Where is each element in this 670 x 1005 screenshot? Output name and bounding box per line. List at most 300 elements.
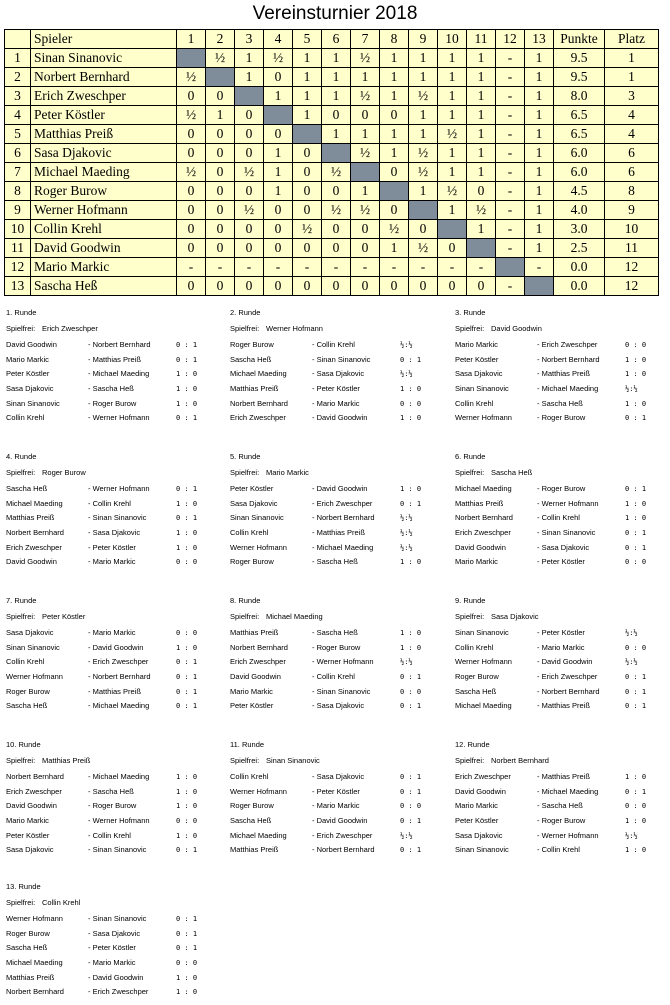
pairing-row xyxy=(6,482,221,497)
black-player: - Matthias Preiß xyxy=(88,686,141,696)
column-header: 4 xyxy=(264,30,293,49)
result-cell: 1 xyxy=(438,68,467,87)
column-header: 12 xyxy=(496,30,525,49)
black-player: - Sascha Heß xyxy=(312,628,358,637)
white-player: Erich Zweschper xyxy=(230,657,286,667)
game-result: 1 : 0 xyxy=(625,399,647,408)
black-player: - Mario Markic xyxy=(88,958,136,968)
black-player: - Michael Maeding xyxy=(312,542,374,552)
white-player: Sascha Heß xyxy=(6,701,48,711)
white-player: Michael Maeding xyxy=(6,498,63,508)
white-player: Matthias Preiß xyxy=(230,845,279,855)
white-player: Mario Markic xyxy=(455,557,498,567)
result-cell: 0 xyxy=(206,182,235,201)
white-player: Peter Köstler xyxy=(455,816,499,826)
result-cell: 1 xyxy=(467,144,496,163)
black-player: - Sascha Heß xyxy=(88,384,134,394)
pairing-row xyxy=(230,770,445,785)
player-name: Sinan Sinanovic xyxy=(31,49,177,68)
result-cell: - xyxy=(496,144,525,163)
result-cell: - xyxy=(496,239,525,258)
black-player: - Norbert Bernhard xyxy=(88,672,151,682)
player-number: 12 xyxy=(5,258,31,277)
result-cell: 1 xyxy=(467,125,496,144)
place-cell: 6 xyxy=(605,163,659,182)
table-row xyxy=(5,201,659,220)
column-header: 11 xyxy=(467,30,496,49)
round-block xyxy=(6,596,221,714)
black-player: - Sinan Sinanovic xyxy=(88,845,147,855)
result-cell: 0 xyxy=(322,239,351,258)
game-result: 0 : 0 xyxy=(176,959,198,968)
white-player: Michael Maeding xyxy=(455,484,512,493)
result-cell: 0 xyxy=(380,201,409,220)
round-title: 10. Runde xyxy=(6,740,41,749)
pairing-row xyxy=(230,626,445,641)
white-player: Matthias Preiß xyxy=(6,972,55,982)
black-player: - Michael Maeding xyxy=(88,701,150,711)
points-cell: 3.0 xyxy=(554,220,605,239)
result-cell: - xyxy=(438,258,467,277)
bye-label: Spielfrei: xyxy=(230,324,260,333)
column-header: Punkte xyxy=(554,30,605,49)
round-title: 6. Runde xyxy=(455,452,486,461)
pairing-row xyxy=(455,541,670,556)
black-player: - Norbert Bernhard xyxy=(312,513,375,523)
bye-label: Spielfrei: xyxy=(6,468,36,477)
round-block xyxy=(6,740,221,858)
result-cell: 1 xyxy=(264,87,293,106)
round-block xyxy=(455,596,670,714)
white-player: Michael Maeding xyxy=(230,830,287,840)
pairing-row xyxy=(6,526,221,541)
bye-player: Peter Köstler xyxy=(42,612,86,621)
pairing-row xyxy=(230,655,445,670)
bye-label: Spielfrei: xyxy=(6,324,36,333)
pairing-row xyxy=(230,511,445,526)
table-header-row xyxy=(5,30,659,49)
result-cell: 1 xyxy=(525,220,554,239)
pairing-row xyxy=(6,814,221,829)
black-player: - Roger Burow xyxy=(88,398,137,408)
place-cell: 3 xyxy=(605,87,659,106)
result-cell: - xyxy=(496,125,525,144)
game-result: 0 : 1 xyxy=(625,485,647,493)
white-player: Collin Krehl xyxy=(6,657,45,667)
bye-line xyxy=(455,612,670,626)
result-cell: ½ xyxy=(235,163,264,182)
result-cell: 1 xyxy=(438,87,467,106)
pairing-row xyxy=(6,670,221,685)
pairing-row xyxy=(6,367,221,382)
result-cell: 0 xyxy=(293,239,322,258)
white-player: Matthias Preiß xyxy=(230,384,279,394)
bye-label: Spielfrei: xyxy=(455,756,485,765)
result-cell: 0 xyxy=(235,144,264,163)
column-header: Platz xyxy=(605,30,659,49)
pairing-row xyxy=(6,799,221,814)
result-cell: 0 xyxy=(206,239,235,258)
bye-player: Erich Zweschper xyxy=(42,324,98,333)
pairing-row xyxy=(455,338,670,353)
black-player: - Collin Krehl xyxy=(537,845,580,855)
black-player: - Roger Burow xyxy=(88,801,137,811)
bye-line xyxy=(455,324,670,338)
bye-label: Spielfrei: xyxy=(455,612,485,621)
result-cell: 0 xyxy=(235,182,264,201)
pairing-row xyxy=(6,685,221,700)
points-cell: 9.5 xyxy=(554,68,605,87)
black-player: - Erich Zweschper xyxy=(88,657,149,667)
result-cell: 0 xyxy=(467,277,496,296)
pairing-row xyxy=(6,497,221,512)
result-cell: 0 xyxy=(351,106,380,125)
diagonal-cell xyxy=(525,277,554,296)
black-player: - Collin Krehl xyxy=(88,830,131,840)
bye-label: Spielfrei: xyxy=(230,756,260,765)
pairing-row xyxy=(230,497,445,512)
black-player: - Collin Krehl xyxy=(88,498,131,508)
game-result: 0 : 0 xyxy=(400,802,422,811)
game-result: 0 : 1 xyxy=(400,499,422,508)
white-player: Sasa Djakovic xyxy=(455,830,503,840)
game-result: 0 : 1 xyxy=(625,543,647,552)
points-cell: 0.0 xyxy=(554,277,605,296)
result-cell: - xyxy=(496,220,525,239)
game-result: 0 : 0 xyxy=(176,558,198,567)
result-cell: 0 xyxy=(206,87,235,106)
black-player: - Werner Hofmann xyxy=(312,657,374,667)
white-player: Sinan Sinanovic xyxy=(455,384,509,394)
player-name: David Goodwin xyxy=(31,239,177,258)
result-cell: 0 xyxy=(264,68,293,87)
game-result: 0 : 1 xyxy=(625,414,647,423)
game-result: ½:½ xyxy=(400,529,413,538)
result-cell: 0 xyxy=(206,277,235,296)
player-name: Mario Markic xyxy=(31,258,177,277)
player-number: 13 xyxy=(5,277,31,296)
result-cell: 0 xyxy=(177,144,206,163)
result-cell: 0 xyxy=(293,201,322,220)
black-player: - Peter Köstler xyxy=(537,628,585,637)
round-block xyxy=(6,308,221,426)
round-title: 8. Runde xyxy=(230,596,261,605)
game-result: 1 : 0 xyxy=(625,773,647,781)
diagonal-cell xyxy=(322,144,351,163)
result-cell: 1 xyxy=(380,239,409,258)
result-cell: 0 xyxy=(351,220,380,239)
game-result: 0 : 0 xyxy=(400,399,422,408)
pairing-row xyxy=(455,626,670,641)
white-player: David Goodwin xyxy=(6,557,57,567)
pairing-row xyxy=(455,353,670,368)
white-player: Collin Krehl xyxy=(230,772,269,781)
result-cell: 1 xyxy=(409,68,438,87)
result-cell: 1 xyxy=(322,49,351,68)
white-player: Sascha Heß xyxy=(455,686,497,696)
result-cell: ½ xyxy=(409,163,438,182)
white-player: Collin Krehl xyxy=(230,528,269,538)
round-block xyxy=(230,308,445,426)
result-cell: 0 xyxy=(293,163,322,182)
player-number: 9 xyxy=(5,201,31,220)
player-number: 4 xyxy=(5,106,31,125)
black-player: - Norbert Bernhard xyxy=(312,845,375,855)
result-cell: ½ xyxy=(322,163,351,182)
result-cell: 0 xyxy=(322,106,351,125)
result-cell: 0 xyxy=(177,201,206,220)
round-title: 7. Runde xyxy=(6,596,37,605)
white-player: Werner Hofmann xyxy=(230,542,287,552)
result-cell: 0 xyxy=(467,182,496,201)
result-cell: 0 xyxy=(177,87,206,106)
black-player: - Sinan Sinanovic xyxy=(537,528,596,538)
result-cell: 1 xyxy=(409,106,438,125)
result-cell: 0 xyxy=(293,277,322,296)
round-block xyxy=(455,308,670,426)
pairing-row xyxy=(230,555,445,570)
player-number: 2 xyxy=(5,68,31,87)
game-result: 0 : 1 xyxy=(176,915,198,923)
points-cell: 6.0 xyxy=(554,163,605,182)
game-result: 1 : 0 xyxy=(176,543,198,552)
column-header: Spieler xyxy=(31,30,177,49)
round-title: 9. Runde xyxy=(455,596,486,605)
pairing-row xyxy=(455,829,670,844)
table-row xyxy=(5,277,659,296)
bye-label: Spielfrei: xyxy=(230,468,260,477)
result-cell: - xyxy=(177,258,206,277)
pairing-row xyxy=(6,912,221,927)
result-cell: - xyxy=(380,258,409,277)
black-player: - Mario Markic xyxy=(88,628,136,637)
white-player: Sascha Heß xyxy=(230,816,272,826)
diagonal-cell xyxy=(467,239,496,258)
white-player: Sasa Djakovic xyxy=(6,628,54,637)
result-cell: 0 xyxy=(264,201,293,220)
result-cell: - xyxy=(351,258,380,277)
game-result: 1 : 0 xyxy=(176,399,198,408)
place-cell: 4 xyxy=(605,106,659,125)
result-cell: ½ xyxy=(177,163,206,182)
game-result: 1 : 0 xyxy=(176,529,198,538)
column-header: 9 xyxy=(409,30,438,49)
game-result: 1 : 0 xyxy=(176,385,198,394)
points-cell: 4.5 xyxy=(554,182,605,201)
black-player: - Collin Krehl xyxy=(312,672,355,682)
pairing-row xyxy=(455,814,670,829)
white-player: Matthias Preiß xyxy=(6,513,55,523)
result-cell: 1 xyxy=(525,239,554,258)
bye-player: David Goodwin xyxy=(491,324,542,333)
table-row xyxy=(5,125,659,144)
points-cell: 2.5 xyxy=(554,239,605,258)
result-cell: 0 xyxy=(438,277,467,296)
white-player: Roger Burow xyxy=(455,672,499,682)
result-cell: 0 xyxy=(264,125,293,144)
white-player: Sinan Sinanovic xyxy=(6,398,60,408)
diagonal-cell xyxy=(380,182,409,201)
place-cell: 9 xyxy=(605,201,659,220)
pairing-row xyxy=(455,799,670,814)
white-player: Peter Köstler xyxy=(455,354,499,364)
white-player: Sasa Djakovic xyxy=(230,498,278,508)
round-title: 12. Runde xyxy=(455,740,490,749)
result-cell: ½ xyxy=(409,239,438,258)
result-cell: 1 xyxy=(409,49,438,68)
player-name: Roger Burow xyxy=(31,182,177,201)
black-player: - Norbert Bernhard xyxy=(88,340,151,349)
result-cell: 1 xyxy=(380,87,409,106)
result-cell: ½ xyxy=(380,220,409,239)
white-player: Norbert Bernhard xyxy=(6,987,64,997)
result-cell: 1 xyxy=(467,87,496,106)
white-player: Erich Zweschper xyxy=(6,542,62,552)
game-result: 0 : 1 xyxy=(176,355,198,364)
pairing-row xyxy=(455,785,670,800)
result-cell: 0 xyxy=(177,220,206,239)
bye-line xyxy=(230,612,445,626)
place-cell: 4 xyxy=(605,125,659,144)
points-cell: 6.0 xyxy=(554,144,605,163)
game-result: 0 : 0 xyxy=(400,687,422,696)
result-cell: 1 xyxy=(525,49,554,68)
game-result: 1 : 0 xyxy=(176,499,198,508)
pairing-row xyxy=(455,382,670,397)
result-cell: 1 xyxy=(293,87,322,106)
player-number: 5 xyxy=(5,125,31,144)
result-cell: - xyxy=(496,87,525,106)
black-player: - Werner Hofmann xyxy=(537,498,599,508)
black-player: - Roger Burow xyxy=(312,642,361,652)
round-title: 5. Runde xyxy=(230,452,261,461)
result-cell: ½ xyxy=(409,87,438,106)
place-cell: 12 xyxy=(605,277,659,296)
game-result: 1 : 0 xyxy=(400,385,422,394)
white-player: David Goodwin xyxy=(6,801,57,811)
result-cell: - xyxy=(496,68,525,87)
black-player: - Michael Maeding xyxy=(88,772,150,781)
pairing-row xyxy=(230,685,445,700)
result-cell: - xyxy=(496,182,525,201)
result-cell: 1 xyxy=(525,87,554,106)
round-title: 13. Runde xyxy=(6,882,41,891)
result-cell: 1 xyxy=(409,125,438,144)
result-cell: ½ xyxy=(177,68,206,87)
round-block xyxy=(230,740,445,858)
diagonal-cell xyxy=(177,49,206,68)
round-block xyxy=(6,882,221,1000)
result-cell: 1 xyxy=(293,49,322,68)
result-cell: 1 xyxy=(322,68,351,87)
game-result: 0 : 1 xyxy=(625,687,647,696)
pairing-row xyxy=(6,971,221,986)
black-player: - David Goodwin xyxy=(312,484,368,493)
black-player: - Sasa Djakovic xyxy=(88,928,141,938)
player-name: Erich Zweschper xyxy=(31,87,177,106)
result-cell: 0 xyxy=(264,220,293,239)
points-cell: 4.0 xyxy=(554,201,605,220)
result-cell: 0 xyxy=(351,239,380,258)
black-player: - Sinan Sinanovic xyxy=(88,513,147,523)
game-result: ½:½ xyxy=(625,831,638,840)
bye-line xyxy=(6,612,221,626)
game-result: 1 : 0 xyxy=(176,831,198,840)
table-row xyxy=(5,258,659,277)
black-player: - Roger Burow xyxy=(537,484,586,493)
result-cell: 1 xyxy=(438,201,467,220)
result-cell: 0 xyxy=(264,277,293,296)
game-result: 0 : 1 xyxy=(400,773,422,781)
game-result: 0 : 1 xyxy=(176,341,198,349)
result-cell: 1 xyxy=(467,163,496,182)
bye-player: Matthias Preiß xyxy=(42,756,91,765)
white-player: Sascha Heß xyxy=(6,484,48,493)
result-cell: 1 xyxy=(206,106,235,125)
game-result: 1 : 0 xyxy=(400,485,422,493)
points-cell: 0.0 xyxy=(554,258,605,277)
black-player: - Sasa Djakovic xyxy=(312,369,365,379)
white-player: David Goodwin xyxy=(6,340,57,349)
pairing-row xyxy=(230,411,445,426)
black-player: - Michael Maeding xyxy=(537,384,599,394)
column-header: 1 xyxy=(177,30,206,49)
result-cell: 0 xyxy=(409,220,438,239)
pairing-row xyxy=(230,699,445,714)
game-result: ½:½ xyxy=(625,658,638,667)
pairing-row xyxy=(6,785,221,800)
game-result: 0 : 1 xyxy=(176,944,198,953)
black-player: - Peter Köstler xyxy=(312,786,360,796)
player-name: Sasa Djakovic xyxy=(31,144,177,163)
result-cell: 0 xyxy=(177,277,206,296)
pairing-row xyxy=(6,843,221,858)
black-player: - Werner Hofmann xyxy=(88,816,150,826)
black-player: - Werner Hofmann xyxy=(88,484,150,493)
white-player: Michael Maeding xyxy=(230,369,287,379)
bye-line xyxy=(6,756,221,770)
pairing-row xyxy=(6,555,221,570)
result-cell: 0 xyxy=(351,277,380,296)
game-result: 0 : 1 xyxy=(176,514,198,523)
pairing-row xyxy=(455,411,670,426)
white-player: Sinan Sinanovic xyxy=(455,628,509,637)
result-cell: 1 xyxy=(438,144,467,163)
result-cell: 1 xyxy=(264,182,293,201)
pairing-row xyxy=(6,626,221,641)
player-name: Michael Maeding xyxy=(31,163,177,182)
player-number: 6 xyxy=(5,144,31,163)
game-result: 1 : 0 xyxy=(625,514,647,523)
black-player: - Norbert Bernhard xyxy=(537,686,600,696)
black-player: - David Goodwin xyxy=(537,657,593,667)
pairing-row xyxy=(455,655,670,670)
game-result: 1 : 0 xyxy=(176,370,198,379)
bye-player: Roger Burow xyxy=(42,468,86,477)
column-header: 6 xyxy=(322,30,351,49)
black-player: - Matthias Preiß xyxy=(537,369,590,379)
black-player: - Matthias Preiß xyxy=(537,701,590,711)
black-player: - Erich Zweschper xyxy=(537,340,598,349)
result-cell: - xyxy=(496,201,525,220)
game-result: 1 : 0 xyxy=(176,802,198,811)
result-cell: ½ xyxy=(351,49,380,68)
result-cell: 1 xyxy=(467,106,496,125)
result-cell: - xyxy=(467,258,496,277)
game-result: ½:½ xyxy=(400,658,413,667)
result-cell: 0 xyxy=(235,125,264,144)
player-number: 7 xyxy=(5,163,31,182)
